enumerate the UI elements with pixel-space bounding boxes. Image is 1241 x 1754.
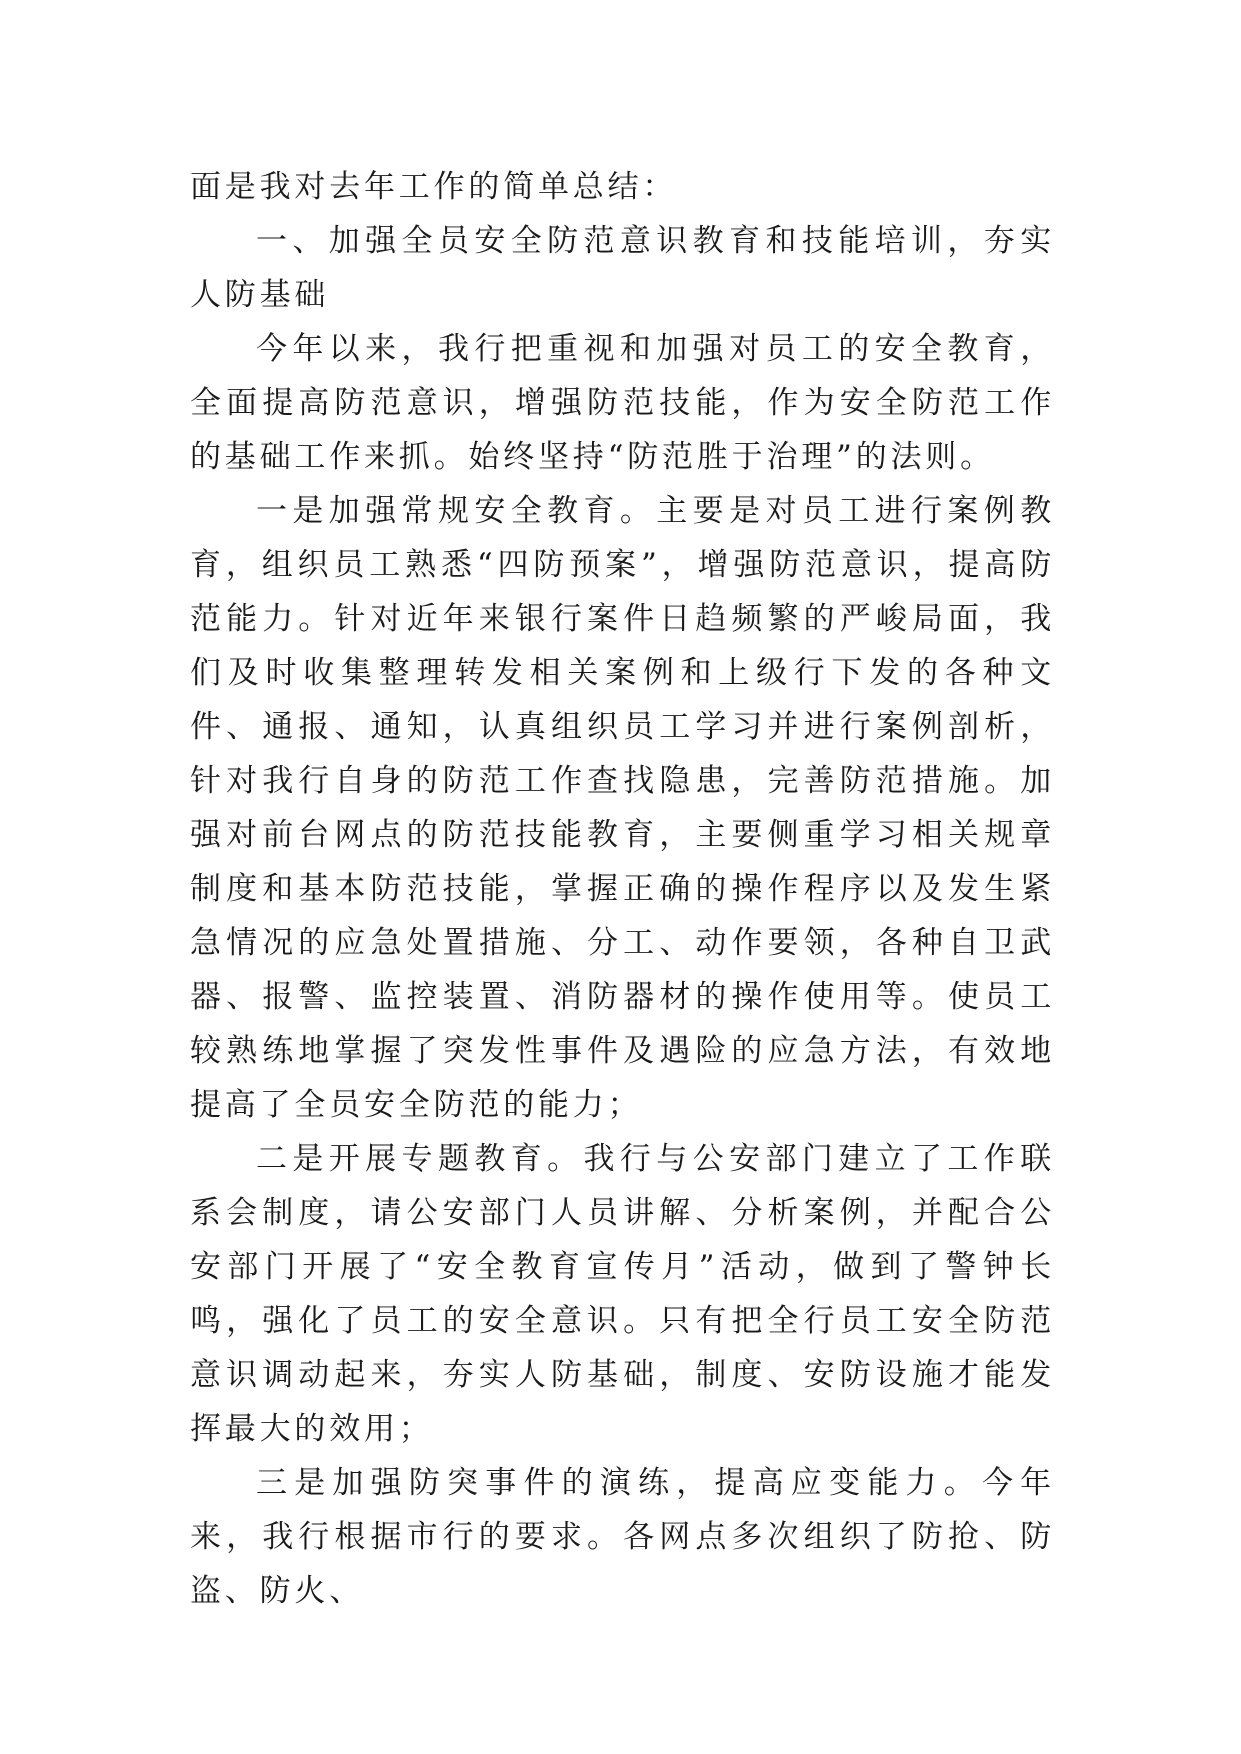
paragraph-special-education: 二是开展专题教育。我行与公安部门建立了工作联系会制度，请公安部门人员讲解、分析案例，并配合公安部门开展了“安全教育宣传月”活动，做到了警钟长鸣，强化了员工的安全意识。只有把全行员工安全防范意识调动起来，夯实人防基础，制度、安防设施才能发挥最大的效用； xyxy=(190,1141,1055,1447)
section-heading-1: 一、加强全员安全防范意识教育和技能培训，夯实人防基础 xyxy=(190,223,1055,313)
document-body xyxy=(190,160,1055,1618)
paragraph-routine-education: 一是加强常规安全教育。主要是对员工进行案例教育，组织员工熟悉“四防预案”，增强防范意识，提高防范能力。针对近年来银行案件日趋频繁的严峻局面，我们及时收集整理转发相关案例和上级行下发的各种文件、通报、通知，认真组织员工学习并进行案例剖析，针对我行自身的防范工作查找隐患，完善防范措施。加强对前台网点的防范技能教育，主要侧重学习相关规章制度和基本防范技能，掌握正确的操作程序以及发生紧急情况的应急处置措施、分工、动作要领，各种自卫武器、报警、监控装置、消防器材的操作使用等。使员工较熟练地掌握了突发性事件及遇险的应急方法，有效地提高了全员安全防范的能力； xyxy=(190,493,1055,1123)
paragraph-intro-continuation: 面是我对去年工作的简单总结： xyxy=(190,169,678,205)
paragraph-drills: 三是加强防突事件的演练，提高应变能力。今年来，我行根据市行的要求。各网点多次组织了防抢、防盗、防火、 xyxy=(190,1465,1055,1609)
paragraph-overview: 今年以来，我行把重视和加强对员工的安全教育，全面提高防范意识，增强防范技能，作为安全防范工作的基础工作来抓。始终坚持“防范胜于治理”的法则。 xyxy=(190,331,1055,475)
